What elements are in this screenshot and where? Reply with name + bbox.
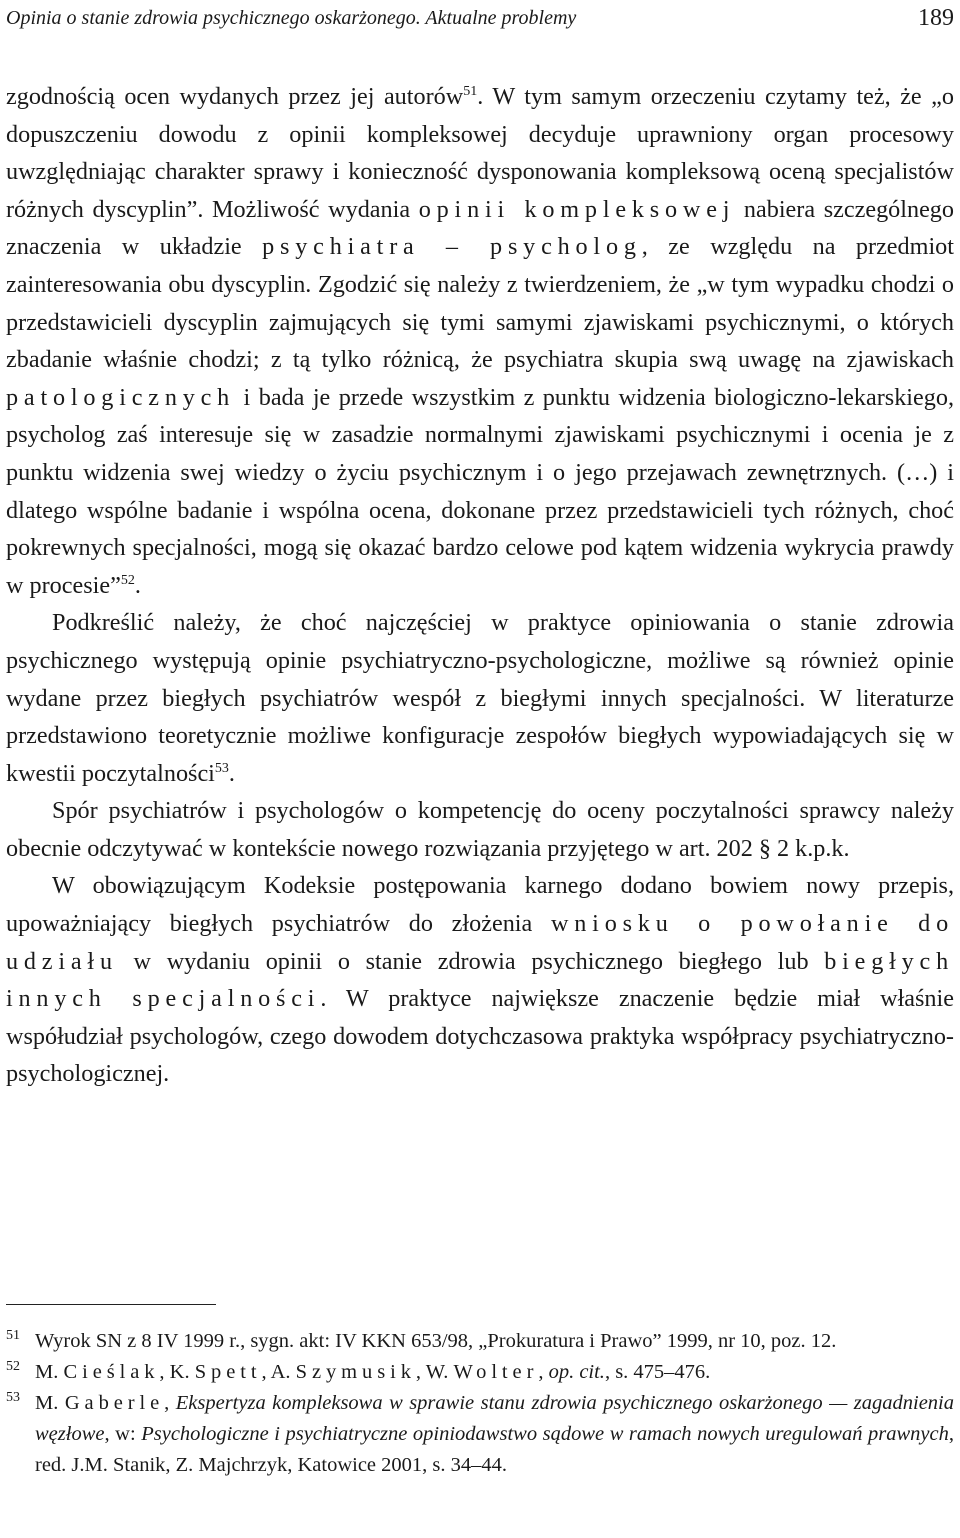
spaced-emphasis: patologicznych: [6, 383, 236, 411]
paragraph-3: Spór psychiatrów i psychologów o kompetencję do oceny poczytalności sprawcy należy obecnie odczytywać w kontekście nowego rozwiązania przyjętego w art. 202 § 2 k.p.k.: [6, 797, 954, 862]
author-name: Szymusik: [295, 1361, 416, 1383]
paragraph-4-text: W obowiązującym Kodeksie postępowania karnego dodano bowiem nowy przepis, upoważniający biegłych psychiatrów do złożenia: [6, 872, 954, 938]
cited-title: Ekspertyza kompleksowa w sprawie stanu zdrowia psychicznego oskarżonego — zagadnienia węzłowe: [35, 1392, 955, 1445]
author-name: Spett: [194, 1361, 262, 1383]
cited-title: Psychologiczne i psychiatryczne opiniodawstwo sądowe w ramach nowych uregulowań prawnych: [141, 1423, 949, 1445]
paragraph-1-text: zgodnością ocen wydanych przez jej autorów: [6, 83, 464, 110]
spaced-emphasis: psychiatra – psycholog: [262, 233, 642, 261]
footnote-reference-51: 51: [463, 82, 478, 99]
spaced-emphasis: biegłych innych specjalności: [6, 947, 954, 1013]
paragraph-1-text: . W tym samym orzeczeniu czytamy też, że „o dopuszczeniu dowodu z opinii kompleksowej decyduje uprawniony organ procesowy uwzględniając charakter sprawy i konieczność dysponowania kompleksową oceną specjalistów różnych dyscyplin”. Możliwość wydania: [6, 83, 955, 223]
footnote-text: , A.: [261, 1361, 296, 1383]
paragraph-2: [6, 604, 954, 792]
footnote-52: [6, 1357, 954, 1388]
footnote-text: , K.: [159, 1361, 195, 1383]
paragraph-1-text: nabiera szczególnego znaczenia w układzie: [6, 195, 954, 261]
body-text: [6, 78, 954, 1093]
footnote-text: Wyrok SN z 8 IV 1999 r., sygn. akt: IV KKN 653/98, „Prokuratura i Prawo” 1999, nr 10, poz. 12.: [35, 1330, 837, 1352]
footnote-53: [6, 1388, 954, 1481]
footnote-divider: [6, 1304, 216, 1305]
page-number: 189: [918, 5, 954, 31]
author-name: Gaberle: [64, 1392, 165, 1414]
document-page: [6, 0, 954, 1538]
footnote-text: , s. 475–476.: [604, 1361, 711, 1383]
footnote-reference-52: 52: [120, 571, 135, 588]
paragraph-2-text: Podkreślić należy, że choć najczęściej w praktyce opiniowania o stanie zdrowia psychicznego występują opinie psychiatryczno-psychologiczne, możliwe są również opinie wydane przez biegłych psychiatrów wespół z biegłymi innych specjalności. W literaturze przedstawiono teoretycznie możliwe konfiguracje zespołów biegłych wypowiadających się w kwestii poczytalności: [6, 609, 954, 787]
footnote-number: 52: [6, 1359, 20, 1374]
footnote-text: , red. J.M. Stanik, Z. Majchrzyk, Katowice 2001, s. 34–44.: [35, 1423, 955, 1476]
spaced-emphasis: wniosku o powołanie do udziału: [6, 910, 954, 975]
footnote-text: , w:: [104, 1423, 142, 1445]
paragraph-1: [6, 78, 954, 604]
running-title: Opinia o stanie zdrowia psychicznego oskarżonego. Aktualne problemy: [6, 7, 577, 29]
footnote-text: ,: [538, 1361, 549, 1383]
paragraph-1-text: , ze względu na przedmiot zainteresowania obu dyscyplin. Zgodzić się należy z twierdzeniem, że „w tym wypadku chodzi o przedstawicieli dyscyplin zajmujących się tymi samymi zjawiskami psychicznymi, o których zbadanie właśnie chodzi; z tą tylko różnicą, że psychiatra skupia swą uwagę na zjawiskach: [6, 233, 954, 374]
footnote-text: M.: [35, 1392, 65, 1414]
paragraph-2-text: .: [228, 759, 235, 787]
footnote-text: M.: [35, 1361, 64, 1383]
author-name: Cieślak: [63, 1361, 160, 1383]
paragraph-4: [6, 867, 954, 1093]
paragraph-4-text: w wydaniu opinii o stanie zdrowia psychicznego biegłego lub: [117, 947, 825, 975]
footnote-number: 51: [6, 1328, 20, 1343]
paragraph-4-text: . W praktyce największe znaczenie będzie miał właśnie współudział psychologów, czego dowodem dotychczasowa praktyka współpracy psychiatryczno-psychologicznej.: [6, 985, 954, 1088]
paragraph-1-text: i bada je przede wszystkim z punktu widzenia biologiczno-lekarskiego, psycholog zaś interesuje się w zasadzie normalnymi zjawiskami psychicznymi i ocenia je z punktu widzenia swej wiedzy o życiu psychicznym i o jego przejawach zewnętrznych. (…) i dlatego wspólne badanie i wspólna ocena, dokonane przez przedstawicieli tych różnych, choć pokrewnych specjalności, mogą się okazać bardzo celowe pod kątem widzenia wykrycia prawdy w procesie”: [6, 383, 954, 599]
paragraph-1-text: .: [134, 571, 141, 599]
author-name: Wolter: [453, 1361, 539, 1383]
citation-abbreviation: op. cit.: [548, 1361, 605, 1383]
footnotes: [6, 1326, 954, 1481]
running-header: [6, 3, 954, 33]
spaced-emphasis: opinii kompleksowej: [418, 195, 736, 223]
footnote-text: , W.: [415, 1361, 454, 1383]
footnote-reference-53: 53: [214, 759, 229, 776]
footnote-text: ,: [164, 1392, 176, 1414]
footnote-51: [6, 1326, 954, 1357]
footnote-number: 53: [6, 1390, 20, 1405]
